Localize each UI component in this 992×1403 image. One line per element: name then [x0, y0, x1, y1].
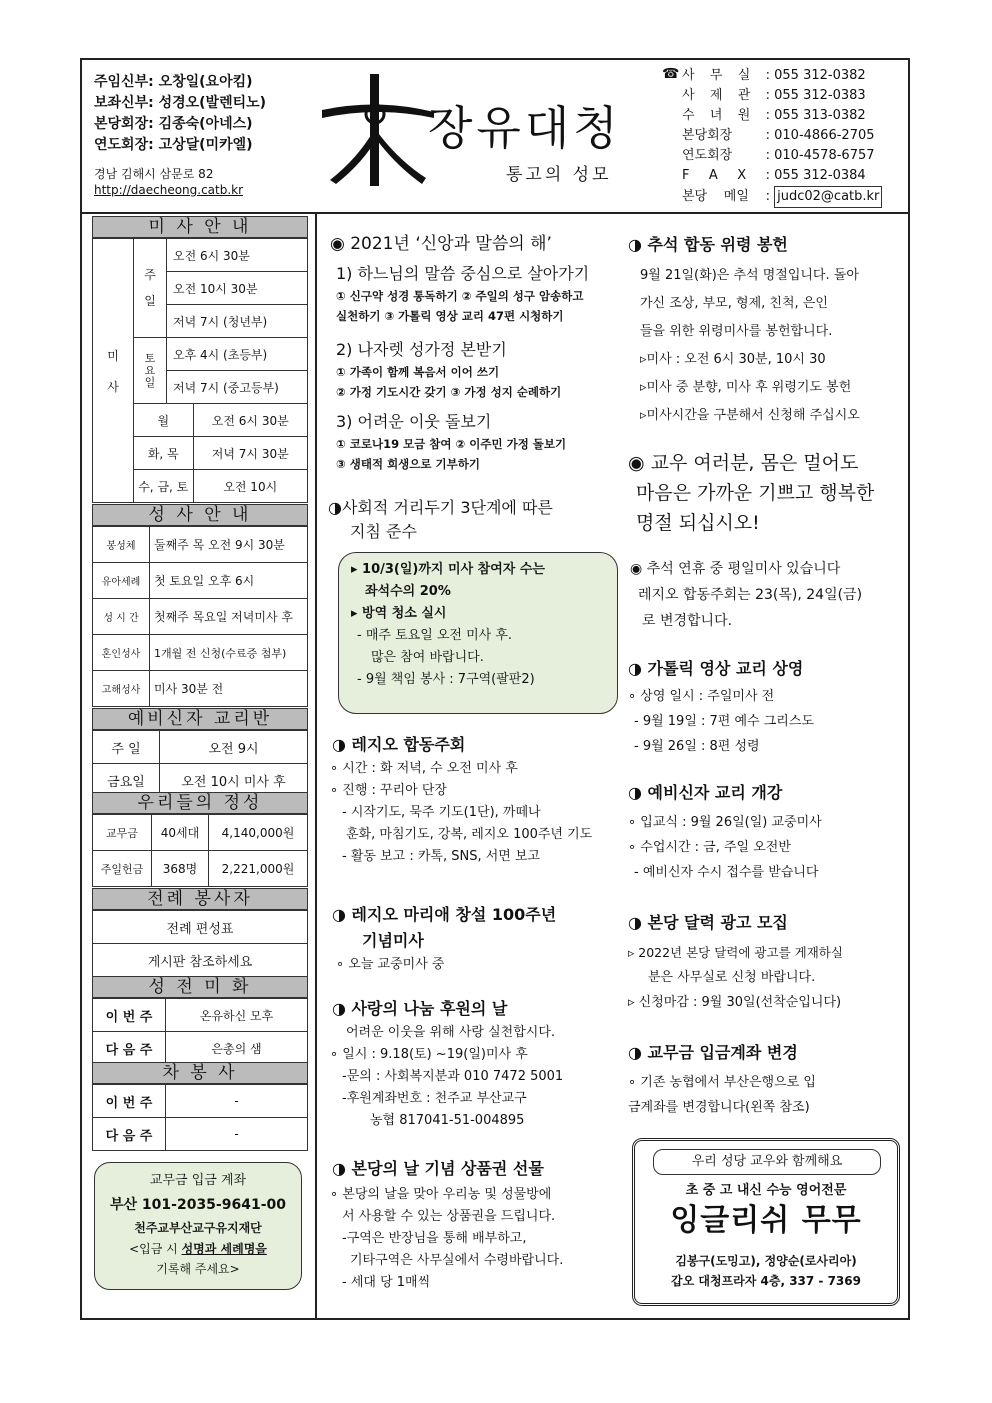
liturgy-table	[92, 910, 308, 977]
calendar-body: ▹ 2022년 본당 달력에 광고를 게재하실 분은 사무실로 신청 바랍니다. ▹ 신청마감 : 9월 30일(선착순입니다)	[628, 945, 843, 1010]
hymn-label: 다 음 주	[93, 1032, 166, 1065]
offering-amount: 4,140,000원	[209, 815, 308, 851]
weekday-mon-time: 오전 6시 30분	[193, 404, 308, 437]
phone-icon: ☎	[662, 66, 680, 82]
sunday-label: 주 일	[134, 239, 167, 338]
tea-label: 다 음 주	[93, 1118, 166, 1151]
contact-list: ☎ 사 무 실 : 055 312-0382 사 제 관 : 055 312-0383 수 녀 원 : 055 313-0382 본당회장 : 010-4866-2705 연도회장 : 010-4578-6757 F A X : 055 312-0384 본당 메일 : judc02@catb.kr	[662, 66, 882, 208]
hymn-value: 온유하신 모후	[166, 999, 308, 1032]
offering-name: 주일헌금	[93, 851, 152, 887]
year-item-3: 3) 어려운 이웃 돌보기 ① 코로나19 모금 참여 ② 이주민 가정 돌보기 ③ 생태적 희생으로 기부하기	[336, 412, 567, 471]
ad-people: 김봉구(도밍고), 정양순(로사리아)	[675, 1254, 857, 1268]
cross-logo-icon	[318, 68, 438, 190]
sacrament-info: 미사 30분 전	[150, 671, 308, 707]
love-body: 어려운 이웃을 위해 사랑 실천합시다. ∘ 일시 : 9.18(토) ~19(일)미사 후 -문의 : 사회복지분과 010 7472 5001 -후원계좌번호 : 천주교 부산교구 농협 817041-51-004895	[330, 1025, 564, 1128]
account-note-bold: 성명과 세례명을	[181, 1242, 267, 1256]
legio100-body: ∘ 오늘 교중미사 중	[336, 957, 445, 972]
gift-title: ◑ 본당의 날 기념 상품권 선물	[332, 1159, 544, 1178]
weekday-wed-fri-sat-time: 오전 10시	[193, 470, 308, 503]
hymn-table	[92, 998, 308, 1065]
weekday-mass-notice: ◉ 추석 연휴 중 평일미사 있습니다 레지오 합동주회는 23(목), 24일(금) 로 변경합니다.	[630, 561, 863, 629]
clergy-list: 주임신부: 오창일(요아킴) 보좌신부: 성경오(발렌티노) 본당회장: 김종숙(아네스) 연도회장: 고상달(미카엘)	[94, 74, 267, 153]
sacrament-name: 봉성체	[93, 527, 150, 563]
sacrament-table	[92, 526, 308, 707]
weekday-wed-fri-sat: 수, 금, 토	[134, 470, 194, 503]
sacrament-info: 1개월 전 신청(수료증 첨부)	[150, 635, 308, 671]
tea-value: -	[166, 1118, 308, 1151]
offering-table	[92, 814, 308, 887]
chuseok-title: ◑ 추석 합동 위령 봉헌	[628, 235, 788, 254]
catechumen-body: ∘ 입교식 : 9월 26일(일) 교중미사 ∘ 수업시간 : 금, 주일 오전반 - 예비신자 수시 접수를 받습니다	[628, 815, 822, 880]
saturday-time-2: 저녁 7시 (중고등부)	[167, 371, 308, 404]
sacrament-name: 혼인성사	[93, 635, 150, 671]
calendar-title: ◑ 본당 달력 광고 모집	[628, 913, 788, 932]
year-item-2: 2) 나자렛 성가정 본받기 ① 가족이 함께 복음서 이어 쓰기 ② 가정 기도시간 갖기 ③ 가정 성지 순례하기	[336, 340, 562, 399]
ad-line1: 초 중 고 내신 수능 영어전문	[685, 1183, 847, 1198]
account-title: 교무금 입금 계좌	[149, 1173, 247, 1188]
ad-tag: 우리 성당 교우와 함께해요	[653, 1149, 881, 1175]
ad-address: 갑오 대청프라자 4층, 337 - 7369	[671, 1274, 861, 1288]
mass-table	[92, 238, 308, 503]
catechumen-title: 예비신자 교리반	[92, 708, 308, 730]
liturgy-line: 전례 편성표	[93, 911, 308, 944]
saturday-label: 토 요 일	[134, 338, 167, 404]
liturgy-title: 전례 봉사자	[92, 888, 308, 910]
video-title: ◑ 가톨릭 영상 교리 상영	[628, 659, 804, 678]
catechumen-table	[92, 730, 308, 797]
offering-count: 368명	[152, 851, 209, 887]
ad-box	[632, 1138, 900, 1306]
catechumen-time: 오전 9시	[160, 731, 308, 764]
middle-column	[318, 212, 628, 1318]
chuseok-body: 9월 21일(화)은 추석 명절입니다. 돌아 가신 조상, 부모, 형제, 친척, 은인 들을 위한 위령미사를 봉헌합니다. ▹미사 : 오전 6시 30분, 10시 30 ▹미사 중 분향, 미사 후 위령기도 봉헌 ▹미사시간을 구분해서 신청해 주십시오	[640, 268, 860, 423]
tea-table	[92, 1084, 308, 1151]
legio100-title: ◑ 레지오 마리애 창설 100주년 기념미사	[332, 905, 557, 950]
video-body: ∘ 상영 일시 : 주일미사 전 - 9월 19일 : 7편 예수 그리스도 - 9월 26일 : 8편 성령	[628, 689, 814, 754]
greeting: ◉ 교우 여러분, 몸은 멀어도 마음은 가까운 기쁘고 행복한 명절 되십시오!	[628, 452, 875, 534]
offering-name: 교무금	[93, 815, 152, 851]
bulletin-page	[80, 58, 910, 1320]
catechumen-time: 오전 10시 미사 후	[160, 764, 308, 797]
header	[82, 60, 908, 214]
hymn-label: 이 번 주	[93, 999, 166, 1032]
email-link[interactable]: judc02@catb.kr	[774, 186, 882, 208]
mass-title: 미 사 안 내	[92, 216, 308, 238]
sacrament-info: 둘째주 목 오전 9시 30분	[150, 527, 308, 563]
address: 경남 김해시 삼문로 82	[94, 167, 214, 181]
love-title: ◑ 사랑의 나눔 후원의 날	[332, 999, 508, 1018]
legio-body: ∘ 시간 : 화 저녁, 수 오전 미사 후 ∘ 진행 : 꾸리아 단장 - 시작기도, 묵주 기도(1단), 까떼나 훈화, 마침기도, 강복, 레지오 100주년 기도 - 활동 보고 : 카톡, SNS, 서면 보고	[330, 761, 593, 864]
distancing-box: ▸ 10/3(일)까지 미사 참여자 수는 좌석수의 20% ▸ 방역 청소 실시 - 매주 토요일 오전 미사 후. 많은 참여 바랍니다. - 9월 책임 봉사 : 7구역(팔판2)	[338, 552, 618, 714]
weekday-tue-thu: 화, 목	[134, 437, 194, 470]
saturday-time-1: 오후 4시 (초등부)	[167, 338, 308, 371]
account-change-body: ∘ 기존 농협에서 부산은행으로 입 금계좌를 변경합니다(왼쪽 참조)	[628, 1075, 816, 1115]
distancing-title: ◑사회적 거리두기 3단계에 따른 지침 준수	[328, 498, 553, 541]
account-note-end: 기록해 주세요>	[156, 1262, 240, 1276]
catechumen-title: ◑ 예비신자 교리 개강	[628, 783, 783, 802]
sunday-time-3: 저녁 7시 (청년부)	[167, 305, 308, 338]
sacrament-name: 유아세례	[93, 563, 150, 599]
ad-name: 잉글리쉬 무무	[670, 1203, 862, 1238]
parish-subtitle: 통고의 성모	[506, 165, 612, 185]
account-bank: 부산 101-2035-9641-00	[110, 1197, 286, 1213]
gift-body: ∘ 본당의 날을 맞아 우리농 및 성물방에 서 사용할 수 있는 상품권을 드립니다. -구역은 반장님을 통해 배부하고, 기타구역은 사무실에서 수령바랍니다. - 세대 당 1매씩	[330, 1187, 564, 1290]
catechumen-day: 금요일	[93, 764, 160, 797]
tea-value: -	[166, 1085, 308, 1118]
catechumen-day: 주 일	[93, 731, 160, 764]
offering-amount: 2,221,000원	[209, 851, 308, 887]
sacrament-title: 성 사 안 내	[92, 504, 308, 526]
sunday-time-1: 오전 6시 30분	[167, 239, 308, 272]
weekday-mon: 월	[134, 404, 194, 437]
account-note: <입금 시	[129, 1242, 182, 1256]
sacrament-info: 첫째주 목요일 저녁미사 후	[150, 599, 308, 635]
sunday-time-2: 오전 10시 30분	[167, 272, 308, 305]
sacrament-info: 첫 토요일 오후 6시	[150, 563, 308, 599]
offering-count: 40세대	[152, 815, 209, 851]
sacrament-name: 성 시 간	[93, 599, 150, 635]
tea-label: 이 번 주	[93, 1085, 166, 1118]
account-change-title: ◑ 교무금 입금계좌 변경	[628, 1043, 798, 1062]
right-column	[628, 212, 908, 1318]
year-title: ◉ 2021년 ‘신앙과 말씀의 해’	[330, 234, 552, 254]
weekday-tue-thu-time: 저녁 7시 30분	[193, 437, 308, 470]
hymn-value: 은총의 샘	[166, 1032, 308, 1065]
account-holder: 천주교부산교구유지재단	[134, 1221, 262, 1235]
account-box	[94, 1162, 302, 1290]
legio-title: ◑ 레지오 합동주회	[332, 735, 466, 754]
offering-title: 우리들의 정성	[92, 792, 308, 814]
sacrament-name: 고해성사	[93, 671, 150, 707]
website-link[interactable]: http://daecheong.catb.kr	[94, 183, 244, 197]
year-item-1: 1) 하느님의 말씀 중심으로 살아가기 ① 신구약 성경 통독하기 ② 주일의 성구 암송하고 실천하기 ③ 가톨릭 영상 교리 47편 시청하기	[336, 264, 590, 323]
parish-title: 장유대청	[428, 101, 622, 155]
tea-title: 차 봉 사	[92, 1062, 308, 1084]
hymn-title: 성 전 미 화	[92, 976, 308, 998]
left-column	[82, 212, 317, 1318]
mass-label: 미 사	[93, 239, 134, 503]
liturgy-line: 게시판 참조하세요	[93, 944, 308, 977]
